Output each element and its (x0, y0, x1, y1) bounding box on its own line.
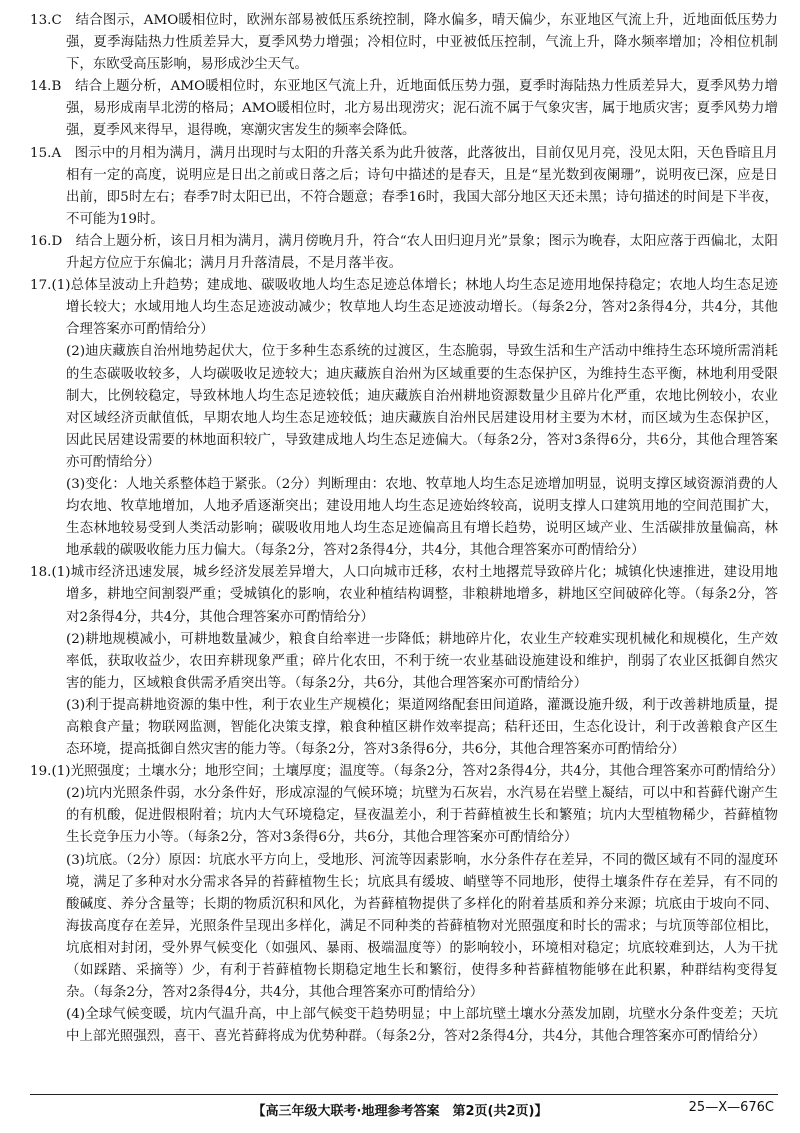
answer-18-part-2: (2)耕地规模减小，可耕地数量减少，粮食自给率进一步降低；耕地碎片化，农业生产较难实现机械化和规模化，生产效率低，获取收益少，农田弃耕现象严重；碎片化农田，不利于统一农业基础设施建设和维护，削弱了农业区抵御自然灾害的能力，区域粮食供需矛盾突出等。（每条2分，共6分，其他合理答案亦可酌情给分） (66, 631, 778, 691)
answer-16: 16.D 结合上题分析，该日月相为满月，满月傍晚月升，符合“农人田归迎月光”景象；图示为晚春，太阳应落于西偏北，太阳升起方位应于东偏北；满月月升落清晨，不是月落半夜。 (30, 233, 778, 272)
answer-19-part-1: 19.(1)光照强度；土壤水分；地形空间；土壤厚度；温度等。（每条2分，答对2条得4分，共4分，其他合理答案亦可酌情给分） (30, 764, 784, 780)
answer-19-part-4: (4)全球气候变暖，坑内气温升高，中上部气候变干趋势明显；中上部坑壁土壤水分蒸发加剧，坑壁水分条件变差；天坑中上部光照强烈，喜干、喜光苔藓将成为优势种群。（每条2分，答对2条得4分，共4分，其他合理答案亦可酌情给分） (66, 1007, 778, 1045)
answer-17-part-1: 17.(1)总体呈波动上升趋势；建成地、碳吸收地人均生态足迹总体增长；林地人均生态足迹用地保持稳定；农地人均生态足迹增长较大；水域用地人均生态足迹波动减少；牧草地人均生态足迹波动增长。（每条2分，答对2条得4分，共4分，其他合理答案亦可酌情给分） (30, 278, 778, 338)
answer-17-part-2: (2)迪庆藏族自治州地势起伏大，位于多种生态系统的过渡区，生态脆弱，导致生活和生产活动中维持生态环境所需消耗的生态碳吸收较多，人均碳吸收足迹较大；迪庆藏族自治州为区域重要的生态保护区，为维持生态平衡，林地利用受限制大，比例较稳定，导致林地人均生态足迹较低；迪庆藏族自治州耕地资源数量少且碎片化严重，农地比例较小，农业对区域经济贡献值低，早期农地人均生态足迹较低；迪庆藏族自治州民居建设用材主要为木材，而区域为生态保护区，因此民居建设需要的林地面积较广，导致建成地人均生态足迹偏大。（每条2分，答对3条得6分，共6分，其他合理答案亦可酌情给分） (66, 344, 778, 470)
answer-18-part-3: (3)利于提高耕地资源的集中性，利于农业生产规模化；渠道网络配套田间道路，灌溉设施升级，利于改善耕地质量，提高粮食产量；物联网监测，智能化决策支撑，粮食种植区耕作效率提高；秸秆还田，生态化设计，利于改善粮食产区生态环境，提高抵御自然灾害的能力等。（每条2分，答对3条得6分，共6分，其他合理答案亦可酌情给分） (66, 697, 778, 758)
answer-14: 14.B 结合上题分析，AMO暖相位时，东亚地区气流上升，近地面低压势力强，夏季时海陆热力性质差异大，夏季风势力增强，易形成南旱北涝的格局；AMO暖相位时，北方易出现涝灾；泥石流不属于气象灾害，属于地质灾害；夏季风势力增强，夏季风来得早，退得晚，寒潮灾害发生的频率会降低。 (30, 79, 778, 139)
footer-title: 【高三年级大联考·地理参考答案 第2页(共2页)】 (252, 1104, 548, 1119)
answer-13: 13.C 结合图示，AMO暖相位时，欧洲东部易被低压系统控制，降水偏多，晴天偏少，东亚地区气流上升，近地面低压势力强，夏季海陆热力性质差异大，夏季风势力增强；冷相位时，中亚被低压控制，气流上升，降水频率增加；冷相位机制下，东欧受高压影响，易形成沙尘天气。 (30, 13, 778, 73)
answer-18-part-1: 18.(1)城市经济迅速发展，城乡经济发展差异增大，人口向城市迁移，农村土地撂荒导致碎片化；城镇化快速推进，建设用地增多，耕地空间割裂严重；受城镇化的影响，农业种植结构调整，非粮耕地增多，耕地区空间破碎化等。（每条2分，答对2条得4分，共4分，其他合理答案亦可酌情给分） (30, 565, 778, 625)
answer-19-part-3: (3)坑底。（2分）原因：坑底水平方向上，受地形、河流等因素影响，水分条件存在差异，不同的微区域有不同的湿度环境，满足了多种对水分需求各异的苔藓植物生长；坑底具有缓坡、峭壁等不同地形，使得土壤条件存在差异，有不同的酸碱度、养分含量等；长期的物质沉积和风化，为苔藓植物提供了多样化的附着基质和养分来源；坑底由于坡向不同、海拔高度存在差异，光照条件呈现出多样化，满足不同种类的苔藓植物对光照强度和时长的需求；与坑顶等部位相比，坑底相对封闭，受外界气候变化（如强风、暴雨、极端温度等）的影响较小，环境相对稳定；坑底较难到达，人为干扰（如踩踏、采摘等）少，有利于苔藓植物长期稳定地生长和繁衍，使得多种苔藓植物能够在此积累，种群结构变得复杂。（每条2分，答对2条得4分，共4分，其他合理答案亦可酌情给分） (66, 852, 778, 1001)
footer-code: 25—X—676C (688, 1100, 774, 1115)
answer-17-part-3: (3)变化：人地关系整体趋于紧张。（2分）判断理由：农地、牧草地人均生态足迹增加明显，说明支撑区域资源消费的人均农地、牧草地增加，人地矛盾逐渐突出；建设用地人均生态足迹始终较高，说明支撑人口建筑用地的空间范围扩大，生态林地较易受到人类活动影响；碳吸收用地人均生态足迹偏高且有增长趋势，说明区域产业、生活碳排放量偏高，林地承载的碳吸收能力压力偏大。（每条2分，答对2条得4分，共4分，其他合理答案亦可酌情给分） (66, 476, 778, 559)
footer-divider (30, 1094, 778, 1095)
answer-15: 15.A 图示中的月相为满月，满月出现时与太阳的升落关系为此升彼落，此落彼出，目前仅见月亮，没见太阳，天色昏暗且月相有一定的高度，说明应是日出之前或日落之后；诗句中描述的是春天，且是“星光数到夜阑珊”，说明夜已深，应是日出前，即5时左右；春季7时太阳已出，不符合题意；春季16时，我国大部分地区天还未黑；诗句描述的时间是下半夜，不可能为19时。 (30, 145, 778, 227)
answer-key-page (30, 10, 784, 1048)
answer-19-part-2: (2)坑内光照条件弱，水分条件好，形成凉湿的气候环境；坑壁为石灰岩，水汽易在岩壁上凝结，可以中和苔藓代谢产生的有机酸，促进假根附着；坑内大气环境稳定，昼夜温差小，利于苔藓植被生长和繁殖；坑内大型植物稀少，苔藓植物生长竞争压力小等。（每条2分，答对3条得6分，共6分，其他合理答案亦可酌情给分） (66, 786, 778, 846)
